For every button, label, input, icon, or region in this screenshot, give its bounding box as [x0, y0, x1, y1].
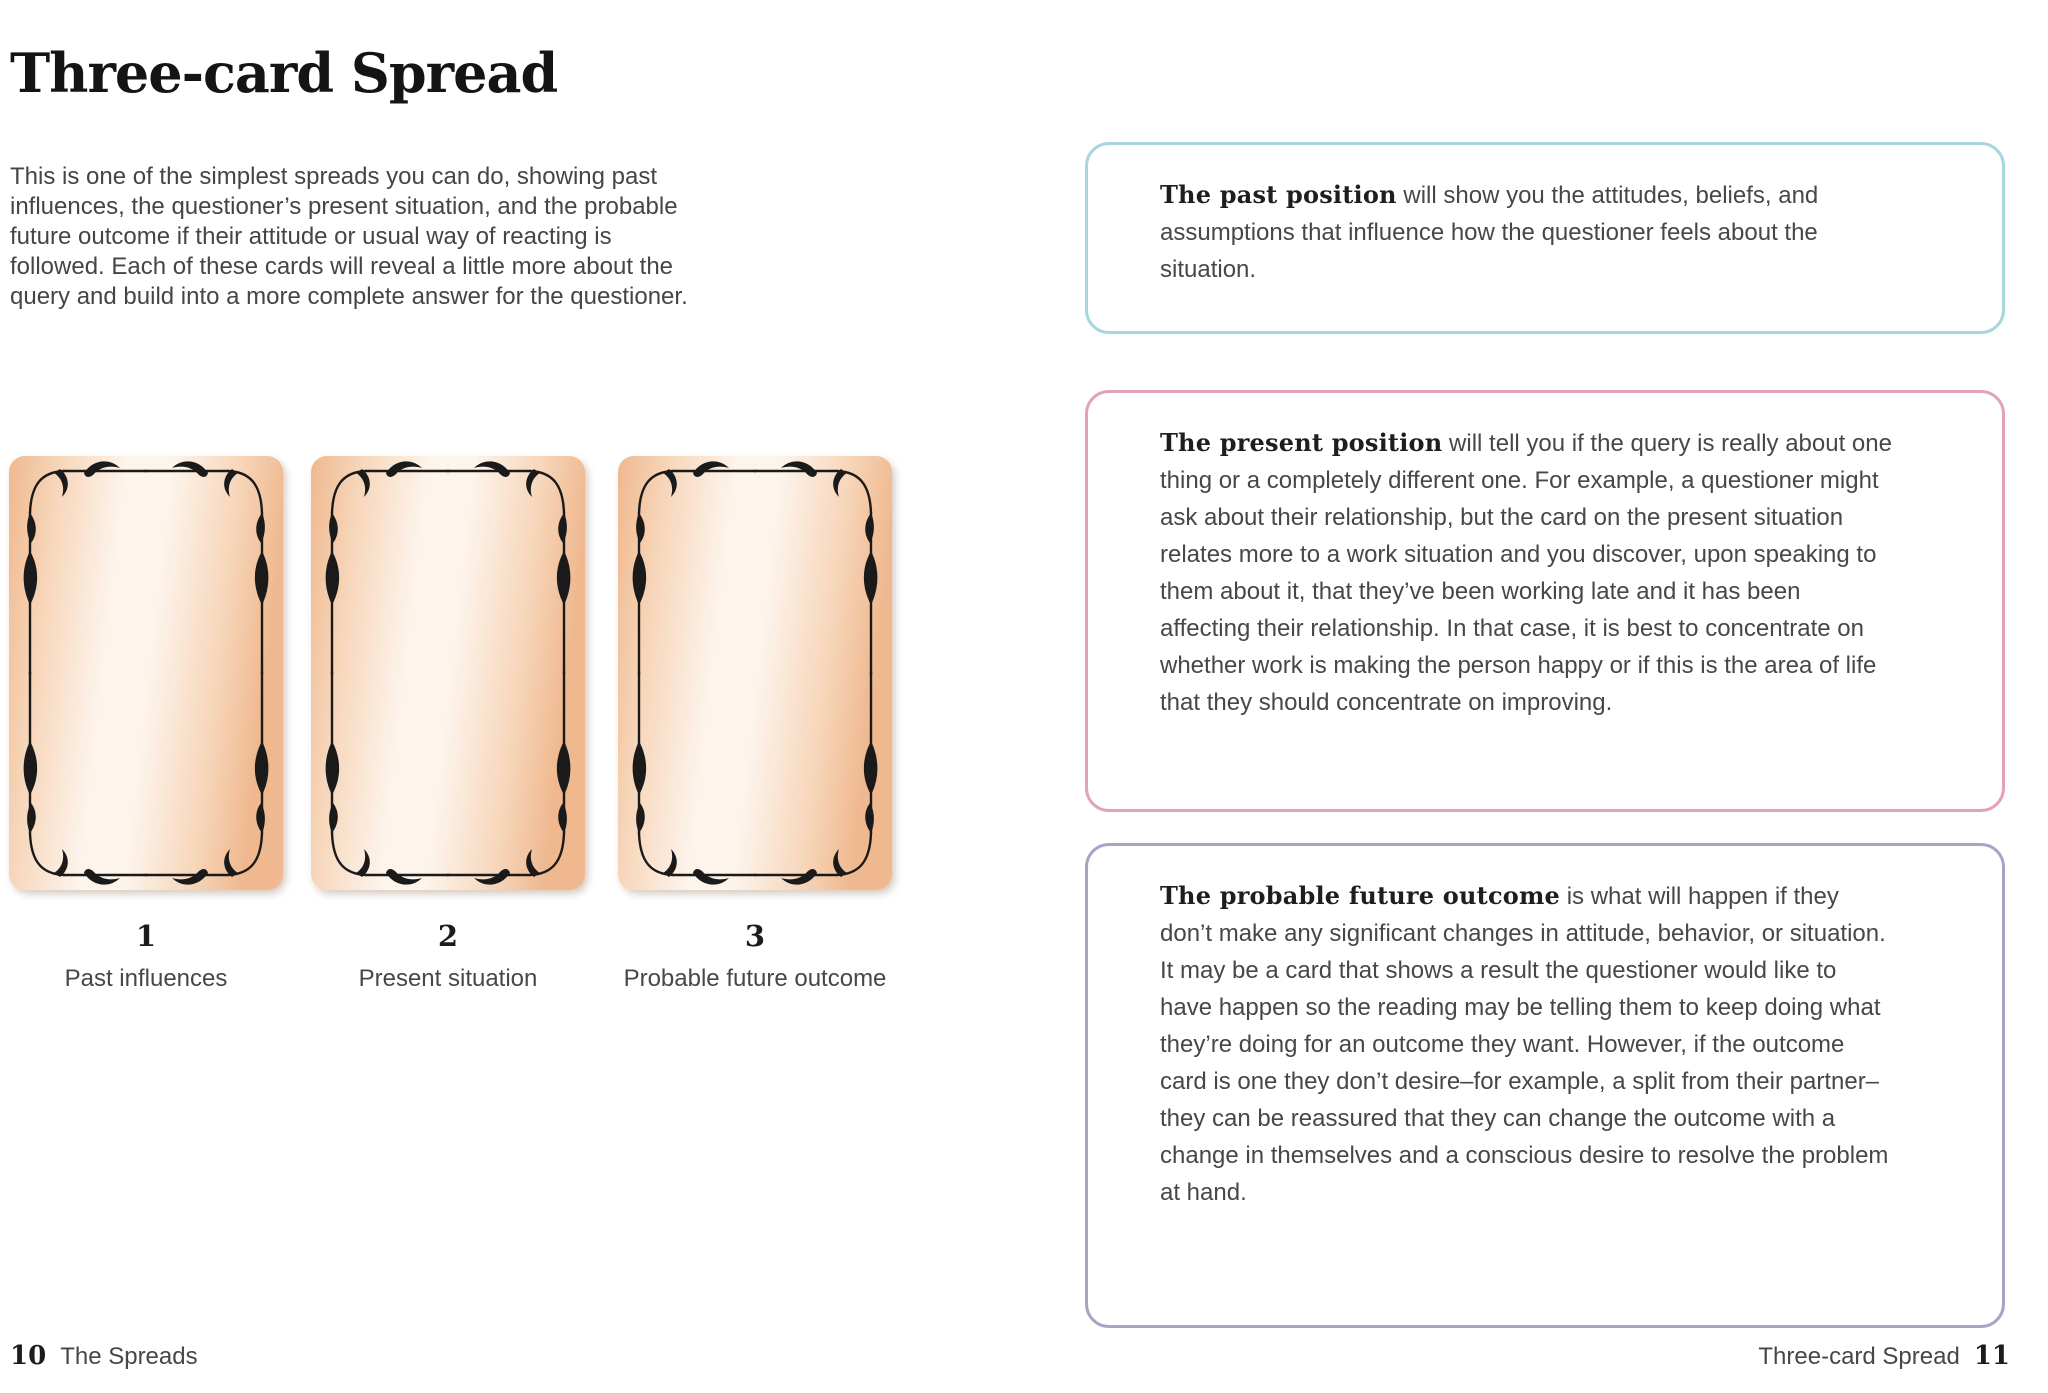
footer-left: [10, 1341, 198, 1371]
card-label: Past influences: [64, 965, 228, 992]
page-number-left: 10: [10, 1341, 47, 1371]
intro-paragraph: This is one of the simplest spreads you can do, showing past influences, the questioner’s present situation, and the probable future outcome if their attitude or usual way of reacting is followed. Each of these cards will reveal a little more about the query and build into a more complete answer for the questioner.: [10, 163, 688, 310]
card-label: Probable future outcome: [623, 965, 887, 992]
tarot-card-figure-1: [8, 455, 284, 993]
footer-right: [1758, 1341, 2010, 1371]
info-box-text: is what will happen if they don’t make any significant changes in attitude, behavior, or situation. It may be a card that shows a result the questioner would like to have happen so the reading may be telling them to keep doing what they’re doing for an outcome they want. However, if the outcome card is one they don’t desire–for example, a split from their partner–they can be reassured that they can change the outcome with a change in themselves and a conscious desire to resolve the problem at hand.: [1160, 883, 1889, 1206]
info-box-past-position: [1085, 142, 2005, 334]
footer-section-label: Three-card Spread: [1758, 1343, 1960, 1370]
tarot-card-figure-2: [310, 455, 586, 993]
info-box-present-position: [1085, 390, 2005, 812]
card-number: 2: [437, 919, 459, 953]
info-box-probable-future-outcome: [1085, 843, 2005, 1328]
tarot-card-figure-3: [617, 455, 893, 993]
footer-section-label: The Spreads: [60, 1343, 198, 1370]
info-box-lead: The probable future outcome: [1160, 881, 1561, 910]
card-number: 1: [135, 919, 157, 953]
card-back-illustration: [8, 455, 284, 891]
page-number-right: 11: [1973, 1341, 2010, 1371]
card-number: 3: [744, 919, 766, 953]
info-box-text: will tell you if the query is really about one thing or a completely different one. For example, a questioner might ask about their relationship, but the card on the present situation relates more to a work situation and you discover, upon speaking to them about it, that they’ve been working late and it has been affecting their relationship. In that case, it is best to concentrate on whether work is making the person happy or if this is the area of life that they should concentrate on improving.: [1160, 430, 1892, 716]
card-label: Present situation: [358, 965, 538, 992]
info-box-lead: The past position: [1160, 180, 1397, 209]
info-box-lead: The present position: [1160, 428, 1443, 457]
card-back-illustration: [310, 455, 586, 891]
card-back-illustration: [617, 455, 893, 891]
page-title: Three-card Spread: [10, 41, 558, 106]
info-box-text: will show you the attitudes, beliefs, and assumptions that influence how the questioner feels about the situation.: [1160, 182, 1819, 283]
